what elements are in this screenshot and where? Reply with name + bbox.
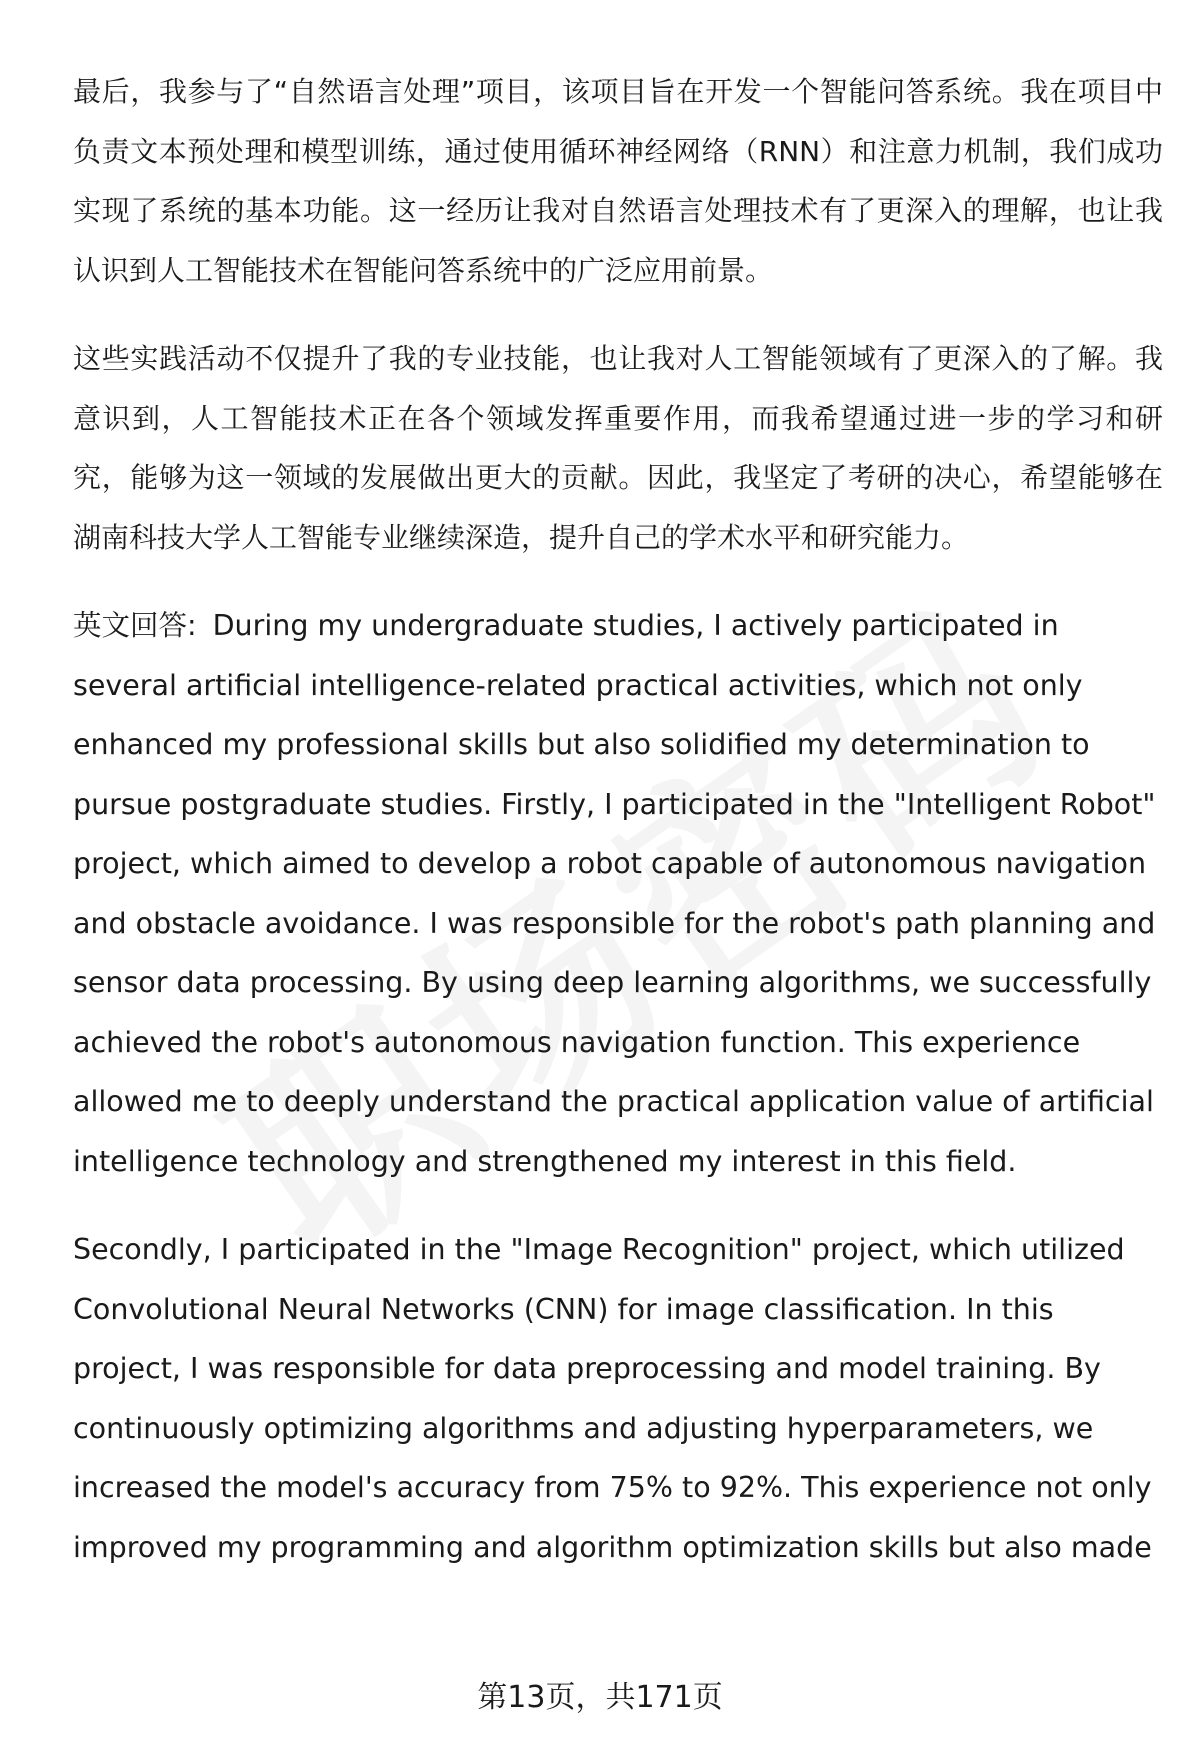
paragraph-english-answer	[73, 596, 1163, 1191]
paragraph-motivation: 这些实践活动不仅提升了我的专业技能，也让我对人工智能领域有了更深入的了解。我意识到，人工智能技术正在各个领域发挥重要作用，而我希望通过进一步的学习和研究，能够为这一领域的发展做出更大的贡献。因此，我坚定了考研的决心，希望能够在湖南科技大学人工智能专业继续深造，提升自己的学术水平和研究能力。	[73, 342, 1163, 554]
paragraph-image-recognition: Secondly, I participated in the "Image Recognition" project, which utilized Convolutional Neural Networks (CNN) for image classification. In this project, I was responsible for data preprocessing and model training. By continuously optimizing algorithms and adjusting hyperparameters, we increased the model's accuracy from 75% to 92%. This experience not only improved my programming and algorithm optimization skills but also made	[73, 1233, 1152, 1564]
english-answer-text: During my undergraduate studies, I actively participated in several artificial intelligence-related practical activities, which not only enhanced my professional skills but also solidified my determination to pursue postgraduate studies. Firstly, I participated in the "Intelligent Robot" project, which aimed to develop a robot capable of autonomous navigation and obstacle avoidance. I was responsible for the robot's path planning and sensor data processing. By using deep learning algorithms, we successfully achieved the robot's autonomous navigation function. This experience allowed me to deeply understand the practical application value of artificial intelligence technology and strengthened my interest in this field.	[73, 609, 1156, 1178]
paragraph-nlp-project: 最后，我参与了“自然语言处理”项目，该项目旨在开发一个智能问答系统。我在项目中负责文本预处理和模型训练，通过使用循环神经网络（RNN）和注意力机制，我们成功实现了系统的基本功能。这一经历让我对自然语言处理技术有了更深入的理解，也让我认识到人工智能技术在智能问答系统中的广泛应用前景。	[73, 75, 1163, 287]
page-number: 第13页，共171页	[477, 1680, 723, 1715]
english-answer-label: 英文回答:	[73, 609, 197, 642]
document-body	[73, 62, 1163, 1606]
